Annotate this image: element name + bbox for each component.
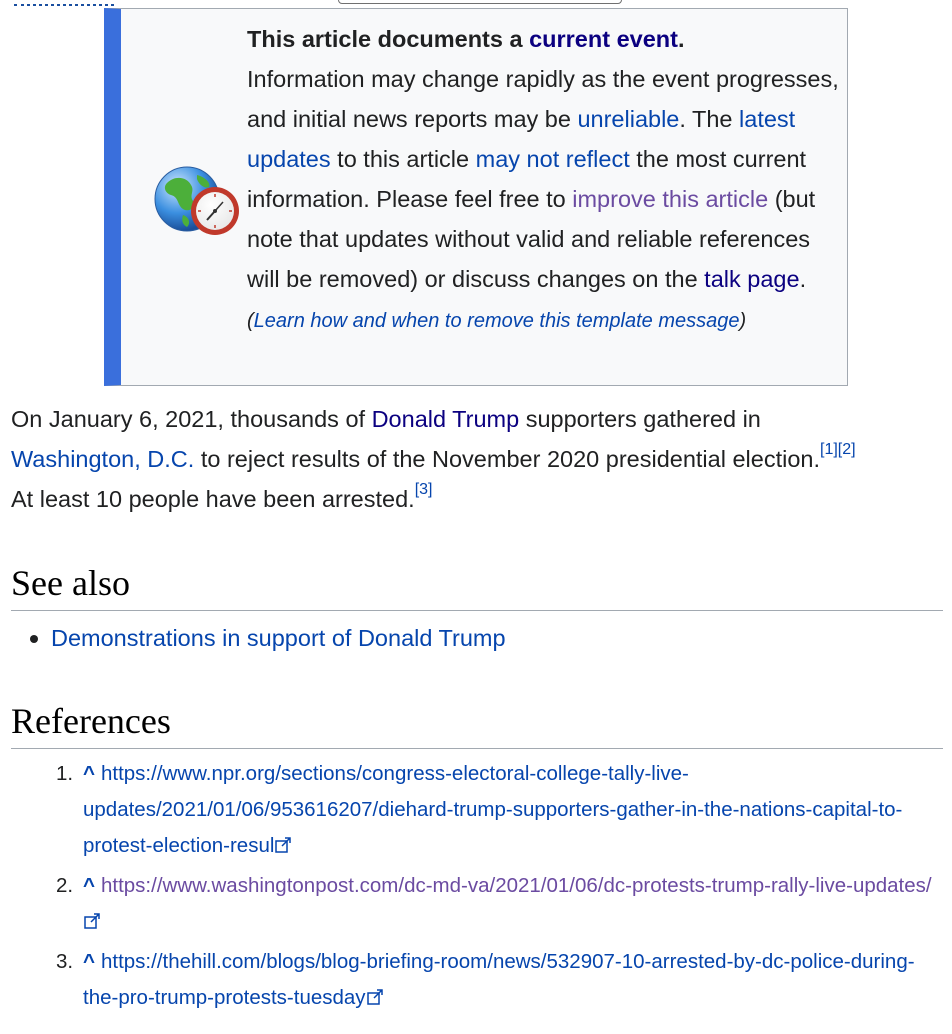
reference-url-link[interactable]: https://www.npr.org/sections/congress-electoral-college-tally-live-updates/2021/01/06/953616207/diehard-trump-supporters-gather-in-the-nations-capital-to-protest-election-resul — [83, 762, 903, 857]
citation-2-link[interactable]: [2] — [837, 441, 856, 459]
notice-text: This article documents a current event. Information may change rapidly as the event progresses, and initial news reports may be unreliable. The latest updates to this article may not reflect the most current information. Please feel free to improve this article (but note that updates without valid and reliable references will be removed) or discuss changes on the talk page. (Learn how and when to remove this template message) — [247, 26, 839, 332]
template-removal-note: (Learn how and when to remove this template message) — [247, 310, 747, 332]
latest-updates-link[interactable]: latest updates — [247, 106, 796, 172]
reference-item-1 — [56, 756, 936, 864]
unreliable-link[interactable]: unreliable — [577, 106, 680, 132]
external-link-icon — [275, 829, 291, 845]
globe-clock-icon — [153, 165, 243, 241]
external-link-icon — [367, 981, 383, 997]
demonstrations-support-trump-link[interactable]: Demonstrations in support of Donald Trump — [51, 625, 506, 651]
reference-url-link[interactable]: https://thehill.com/blogs/blog-briefing-room/news/532907-10-arrested-by-dc-police-during-the-pro-trump-protests-tuesday — [83, 950, 915, 1009]
references-list — [56, 756, 936, 1020]
reference-item-3 — [56, 944, 936, 1016]
notice-title: This article documents a current event. — [247, 26, 685, 52]
list-item — [30, 620, 506, 656]
reference-url-link[interactable]: https://www.washingtonpost.com/dc-md-va/2021/01/06/dc-protests-trump-rally-live-updates/ — [100, 874, 932, 897]
citation-3-link[interactable]: [3] — [414, 481, 433, 499]
bullet-icon — [30, 635, 38, 643]
references-heading: References — [11, 700, 943, 749]
talk-page-link[interactable]: talk page — [704, 266, 800, 292]
see-also-heading: See also — [11, 562, 943, 611]
washington-dc-link[interactable]: Washington, D.C. — [11, 446, 195, 472]
learn-remove-template-link[interactable]: Learn how and when to remove this template message — [253, 310, 740, 332]
reference-number: 3. — [56, 950, 74, 973]
external-link-icon — [84, 905, 100, 921]
backlink-caret[interactable]: ^ — [83, 874, 95, 897]
backlink-caret[interactable]: ^ — [83, 762, 95, 785]
reference-number: 2. — [56, 874, 74, 897]
donald-trump-link[interactable]: Donald Trump — [371, 406, 520, 432]
reference-number: 1. — [56, 762, 74, 785]
top-cutoff-remnant — [0, 0, 952, 6]
intro-paragraph: On January 6, 2021, thousands of Donald Trump supporters gathered in Washington, D.C. to reject results of the November 2020 presidential election.[1][2] At least 10 people have been arrested.[3] — [11, 406, 856, 512]
reference-item-2 — [56, 868, 936, 940]
may-not-reflect-link[interactable]: may not reflect — [475, 146, 630, 172]
citation-1-link[interactable]: [1] — [820, 441, 838, 459]
current-event-link[interactable]: current event — [529, 26, 678, 52]
improve-article-link[interactable]: improve this article — [572, 186, 769, 212]
see-also-list — [30, 620, 506, 656]
current-event-notice — [104, 8, 848, 386]
backlink-caret[interactable]: ^ — [83, 950, 95, 973]
